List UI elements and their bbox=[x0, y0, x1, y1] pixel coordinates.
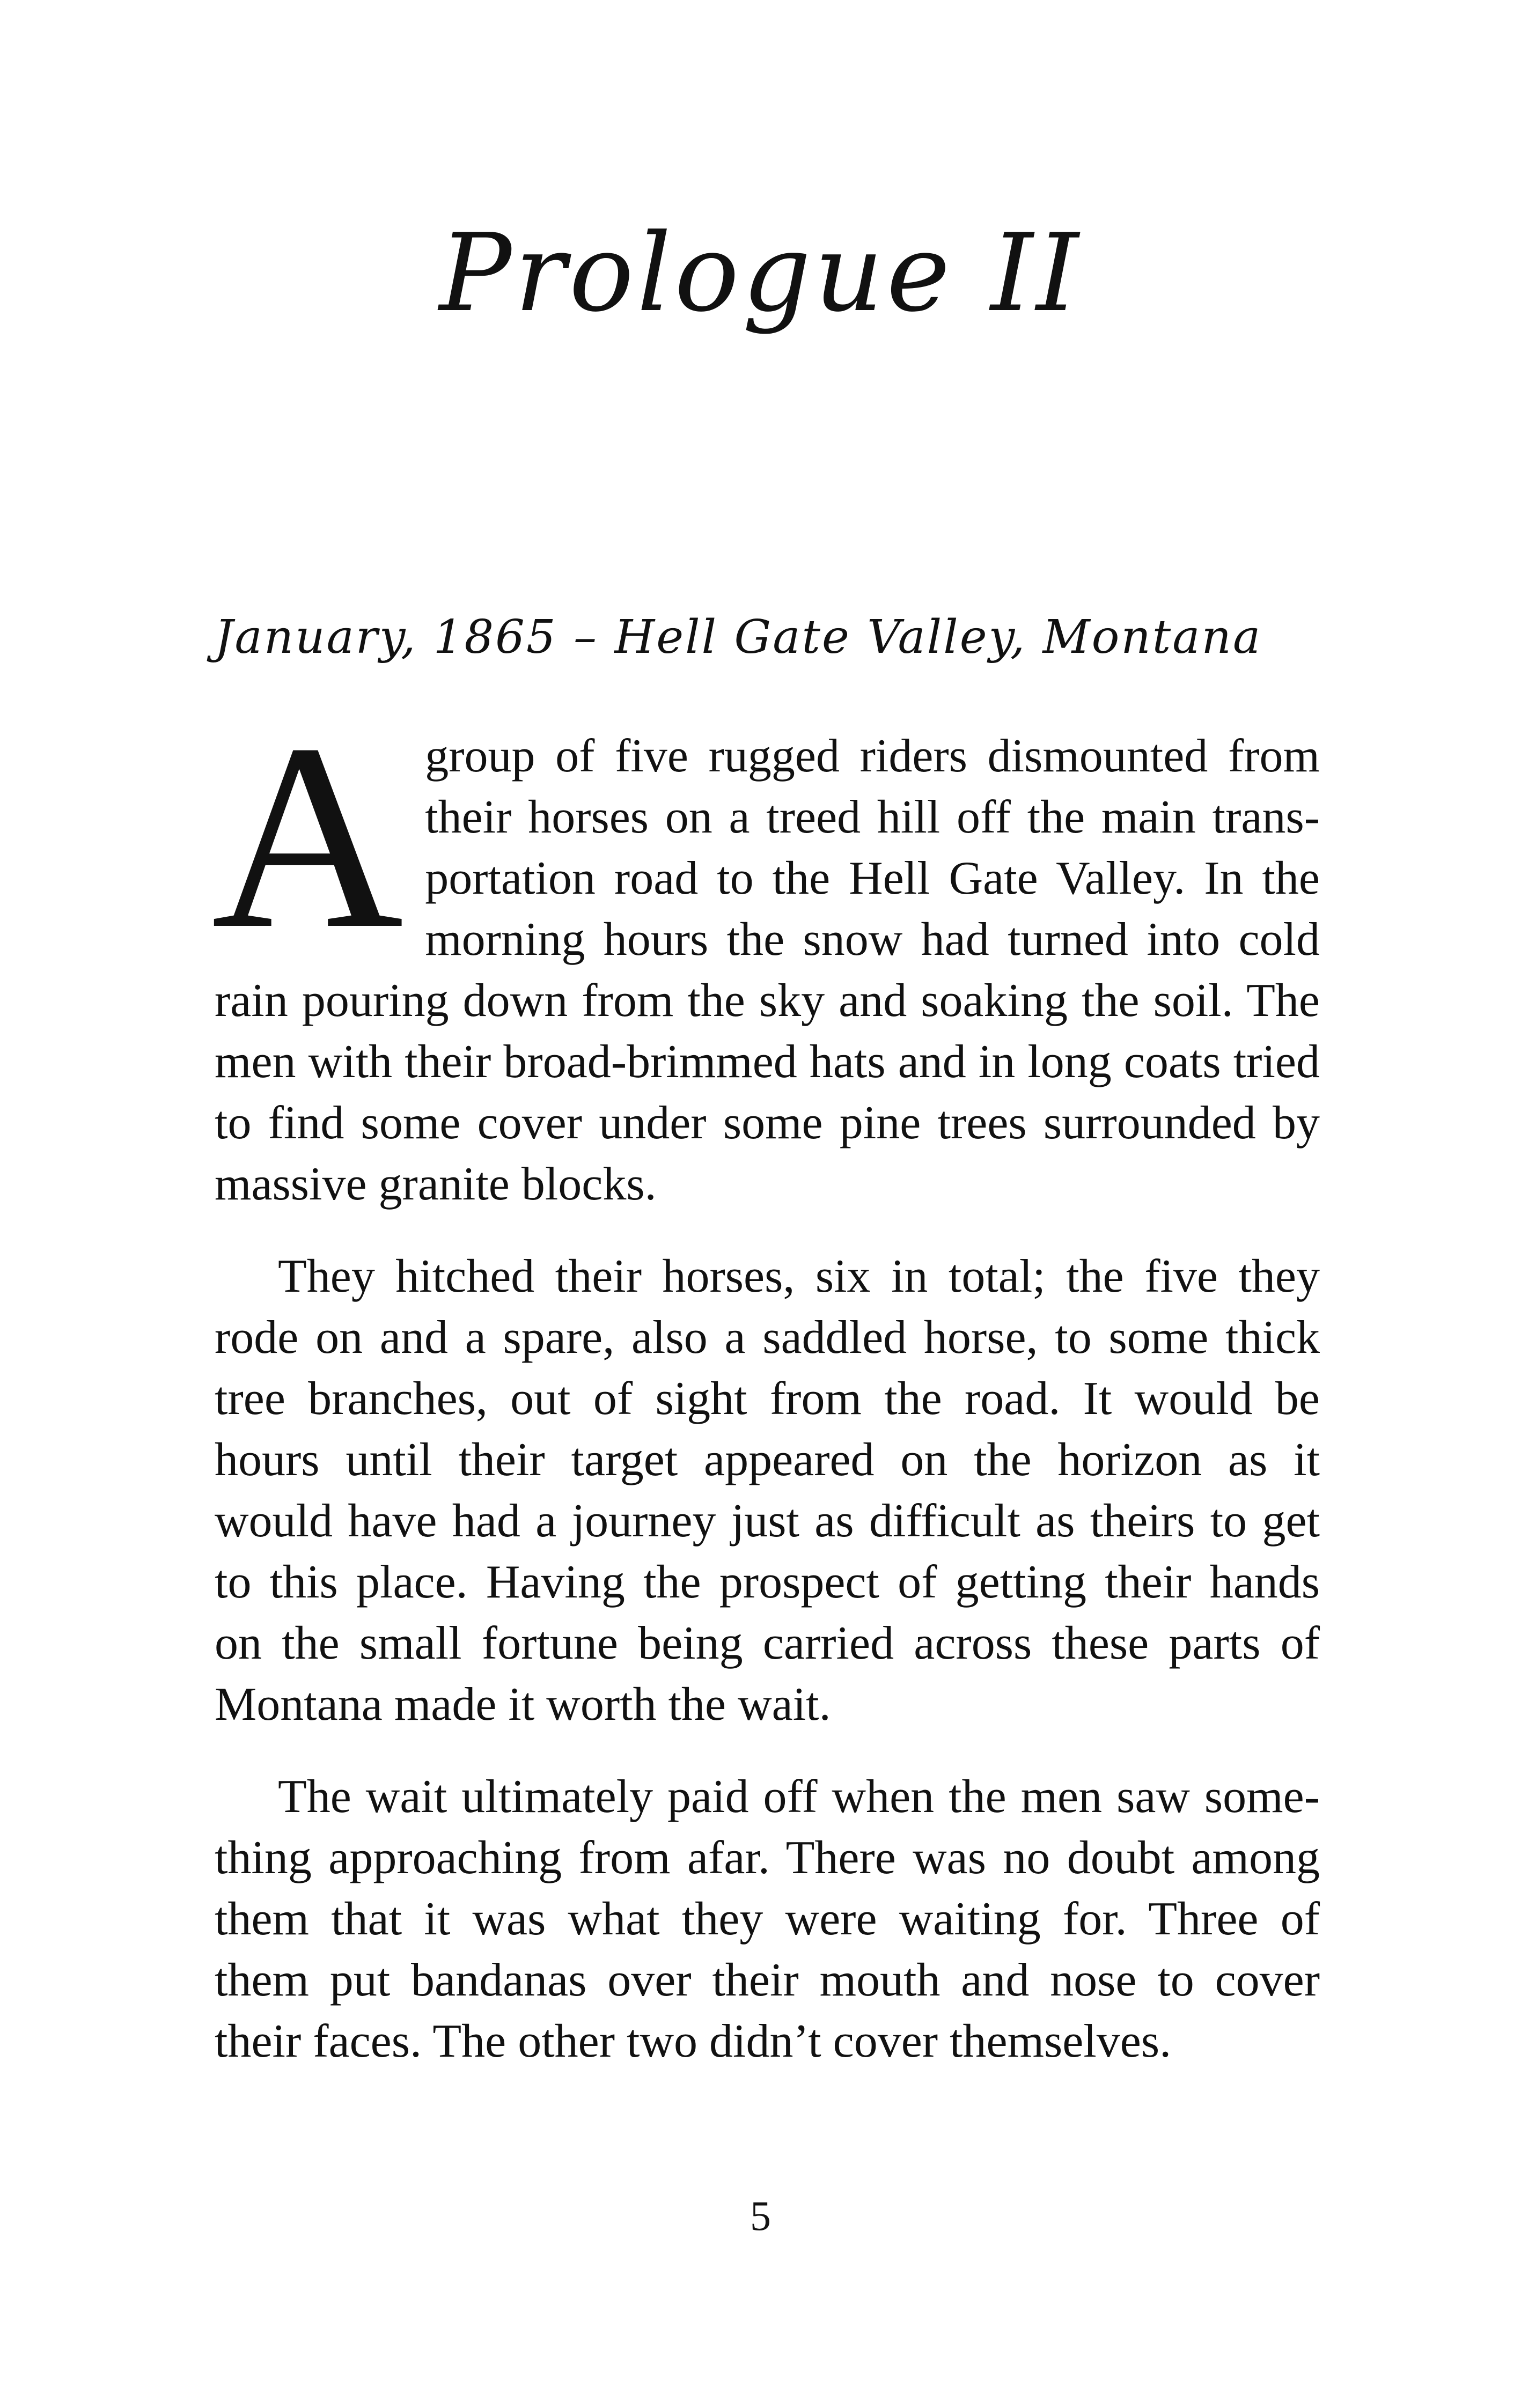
body-text bbox=[211, 689, 1320, 2103]
paragraph-1 bbox=[211, 689, 1320, 1215]
page-number: 5 bbox=[750, 2192, 771, 2239]
drop-cap: A bbox=[211, 689, 404, 984]
chapter-subtitle: January, 1865 – Hell Gate Valley, Montana bbox=[215, 610, 1262, 664]
chapter-title: Prologue II bbox=[439, 211, 1082, 336]
paragraph-3: The wait ultimately paid off when the men saw something approaching from afar. There was no doubt among them that it was what they were waiting for. Three of them put bandanas over their mouth and nose to cover their faces. The other two didn’t cover themselves. bbox=[215, 1771, 1320, 2067]
paragraph-2: They hitched their horses, six in total; the five they rode on and a spare, also a saddled horse, to some thick tree branches, out of sight from the road. It would be hours until their target appeared on the horizon as it would have had a journey just as difficult as theirs to get to this place. Having the prospect of getting their hands on the small fortune being carried across these parts of Montana made it worth the wait. bbox=[215, 1250, 1320, 1730]
paragraph-1-text: group of five rugged riders dismounted from their horses on a treed hill off the main transportation road to the Hell Gate Valley. In the morning hours the snow had turned into cold rain pouring down from the sky and soaking the soil. The men with their broad-brimmed hats and in long coats tried to find some cover under some pine trees surrounded by massive granite blocks. bbox=[215, 730, 1320, 1210]
